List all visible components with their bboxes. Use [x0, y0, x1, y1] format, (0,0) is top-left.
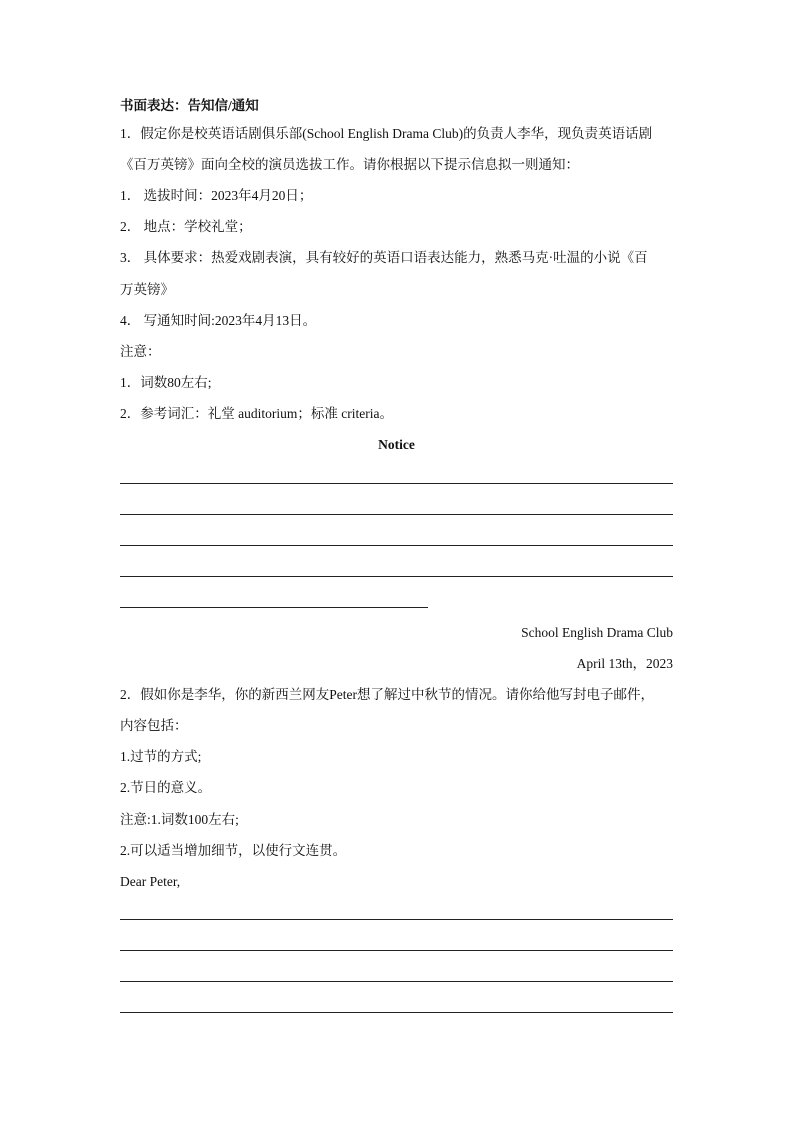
answer-line — [120, 483, 673, 484]
notice-signature: School English Drama Club — [521, 625, 673, 640]
section-title: 书面表达：告知信/通知 — [120, 98, 259, 113]
notice-title: Notice — [378, 437, 415, 452]
task1-prompt-line2: 《百万英镑》面向全校的演员选拔工作。请你根据以下提示信息拟一则通知： — [120, 157, 579, 172]
answer-line — [120, 919, 673, 920]
task2-prompt-line2: 内容包括： — [120, 718, 188, 733]
task2-note-1: 注意:1.词数100左右; — [120, 812, 239, 827]
answer-line — [120, 576, 673, 577]
answer-line — [120, 1012, 673, 1013]
task1-prompt-line1: 1．假定你是校英语话剧俱乐部(School English Drama Club)的负责人李华，现负责英语话剧 — [120, 126, 653, 141]
task2-salutation: Dear Peter, — [120, 874, 181, 889]
task1-point-3: 3． 具体要求：热爱戏剧表演，具有较好的英语口语表达能力，熟悉马克·吐温的小说《百 — [120, 250, 648, 265]
task1-point-3-cont: 万英镑》 — [120, 282, 174, 297]
task1-point-2: 2． 地点：学校礼堂； — [120, 219, 252, 234]
task1-note-2: 2．参考词汇：礼堂 auditorium；标准 criteria。 — [120, 406, 393, 421]
answer-line — [120, 545, 673, 546]
task2-prompt-line1: 2．假如你是李华，你的新西兰网友Peter想了解过中秋节的情况。请你给他写封电子邮件， — [120, 687, 654, 702]
answer-line — [120, 607, 428, 608]
answer-line — [120, 950, 673, 951]
answer-line — [120, 514, 673, 515]
task2-point-1: 1.过节的方式; — [120, 749, 202, 764]
notice-date: April 13th，2023 — [576, 656, 673, 671]
task1-point-1: 1． 选拔时间：2023年4月20日； — [120, 188, 313, 203]
task1-notes-label: 注意： — [120, 344, 161, 359]
task2-point-2: 2.节日的意义。 — [120, 780, 212, 795]
task1-note-1: 1．词数80左右; — [120, 375, 212, 390]
task2-note-2: 2.可以适当增加细节，以使行文连贯。 — [120, 843, 347, 858]
task1-point-4: 4． 写通知时间:2023年4月13日。 — [120, 313, 317, 328]
answer-line — [120, 981, 673, 982]
